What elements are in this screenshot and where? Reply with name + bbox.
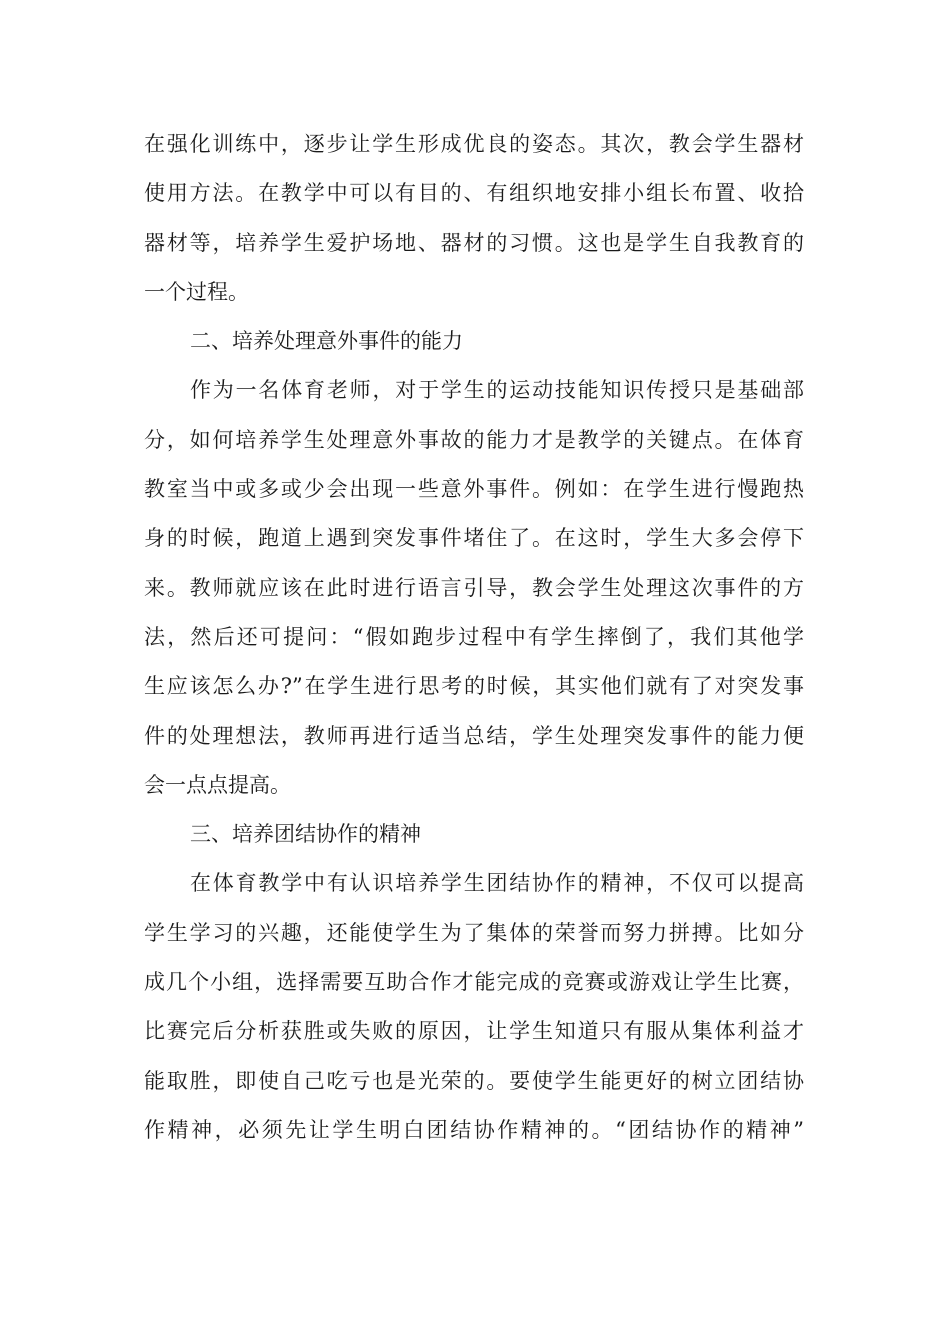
body-line: 法，然后还可提问：“假如跑步过程中有学生摔倒了，我们其他学 — [144, 624, 804, 649]
body-line: 使用方法。在教学中可以有目的、有组织地安排小组长布置、收拾 — [144, 181, 804, 206]
body-line: 能取胜，即使自己吃亏也是光荣的。要使学生能更好的树立团结协 — [144, 1068, 804, 1093]
body-line: 作精神，必须先让学生明白团结协作精神的。“团结协作的精神” — [144, 1117, 804, 1142]
body-line: 一个过程。 — [144, 279, 249, 304]
body-line: 比赛完后分析获胜或失败的原因，让学生知道只有服从集体利益才 — [144, 1019, 804, 1044]
body-line: 会一点点提高。 — [144, 772, 291, 797]
body-line: 生应该怎么办?”在学生进行思考的时候，其实他们就有了对突发事 — [144, 674, 804, 699]
section-heading: 二、培养处理意外事件的能力 — [190, 329, 463, 354]
body-line: 器材等，培养学生爱护场地、器材的习惯。这也是学生自我教育的 — [144, 230, 804, 255]
body-line: 件的处理想法，教师再进行适当总结，学生处理突发事件的能力便 — [144, 723, 804, 748]
section-heading: 三、培养团结协作的精神 — [190, 822, 421, 847]
body-line: 来。教师就应该在此时进行语言引导，教会学生处理这次事件的方 — [144, 575, 804, 600]
body-line: 学生学习的兴趣，还能使学生为了集体的荣誉而努力拼搏。比如分 — [144, 920, 804, 945]
body-line: 在体育教学中有认识培养学生团结协作的精神，不仅可以提高 — [190, 871, 804, 896]
body-line: 成几个小组，选择需要互助合作才能完成的竞赛或游戏让学生比赛， — [144, 970, 804, 995]
body-line: 教室当中或多或少会出现一些意外事件。例如：在学生进行慢跑热 — [144, 477, 804, 502]
body-line: 分，如何培养学生处理意外事故的能力才是教学的关键点。在体育 — [144, 427, 804, 452]
document-body — [144, 120, 804, 1155]
body-line: 在强化训练中，逐步让学生形成优良的姿态。其次，教会学生器材 — [144, 132, 804, 156]
body-line: 作为一名体育老师，对于学生的运动技能知识传授只是基础部 — [190, 378, 804, 403]
body-line: 身的时候，跑道上遇到突发事件堵住了。在这时，学生大多会停下 — [144, 526, 804, 551]
